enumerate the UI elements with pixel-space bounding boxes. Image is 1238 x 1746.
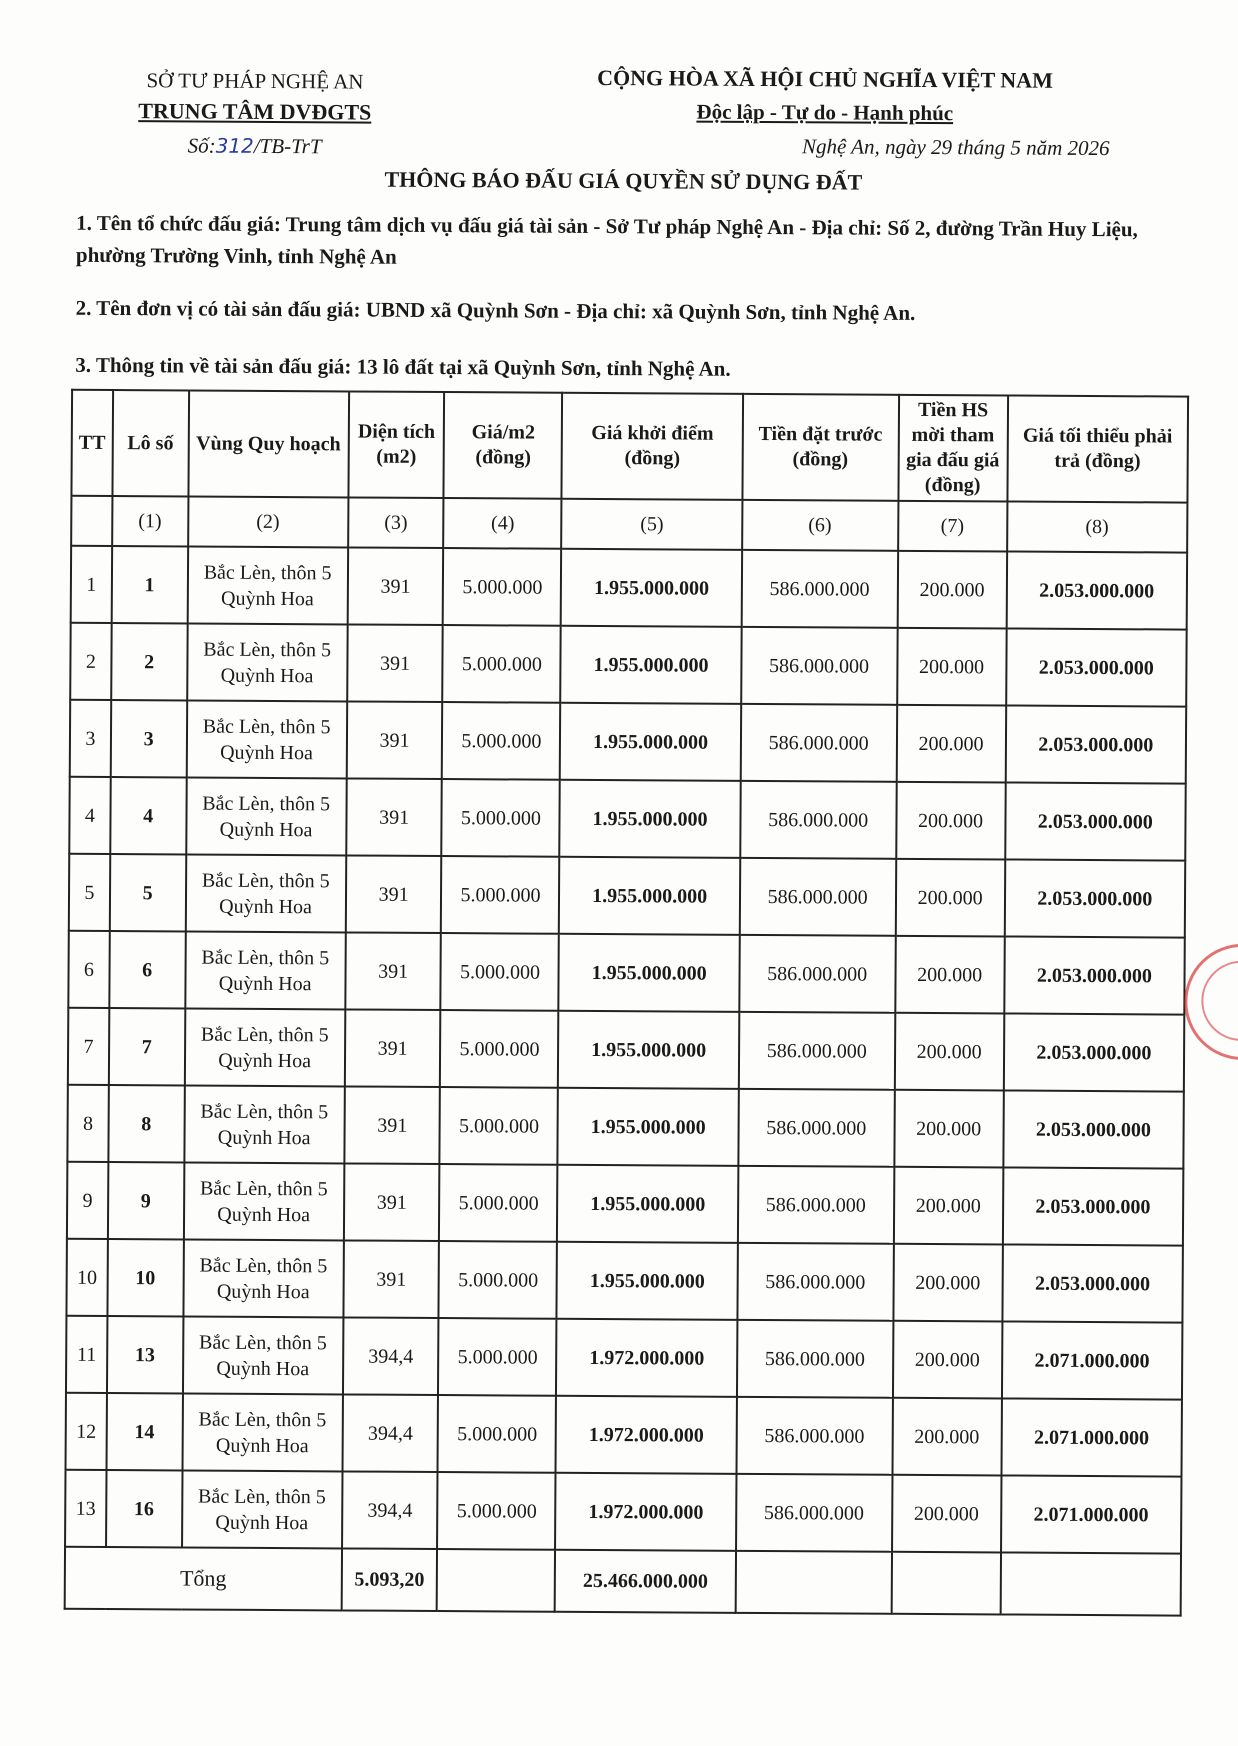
- cell-lot-number: 9: [108, 1162, 184, 1239]
- cell-planning-zone: Bắc Lèn, thôn 5 Quỳnh Hoa: [183, 1162, 344, 1240]
- document-title: THÔNG BÁO ĐẤU GIÁ QUYỀN SỬ DỤNG ĐẤT: [384, 166, 863, 195]
- cell-tt: 2: [70, 623, 111, 700]
- cell-price-per-m2: 5.000.000: [441, 933, 559, 1011]
- cell-price-per-m2: 5.000.000: [440, 1087, 558, 1165]
- document-number-prefix: Số:: [187, 133, 216, 158]
- cell-deposit: 586.000.000: [740, 858, 896, 936]
- cell-minimum-price: 2.053.000.000: [1006, 551, 1187, 629]
- column-number: (4): [444, 498, 562, 549]
- cell-lot-number: 8: [108, 1085, 184, 1162]
- cell-area: 391: [345, 932, 441, 1010]
- cell-planning-zone: Bắc Lèn, thôn 5 Quỳnh Hoa: [184, 1085, 345, 1163]
- cell-tt: 6: [68, 931, 109, 1008]
- table-row: [67, 1162, 1183, 1246]
- cell-price-per-m2: 5.000.000: [442, 779, 560, 857]
- cell-starting-price: 1.955.000.000: [557, 1242, 738, 1320]
- total-label: Tổng: [65, 1547, 342, 1611]
- cell-tt: 8: [67, 1085, 108, 1162]
- cell-dossier-fee: 200.000: [892, 1475, 1002, 1553]
- cell-tt: 11: [66, 1316, 107, 1393]
- cell-dossier-fee: 200.000: [895, 859, 1005, 937]
- cell-planning-zone: Bắc Lèn, thôn 5 Quỳnh Hoa: [183, 1239, 344, 1317]
- cell-price-per-m2: 5.000.000: [442, 702, 560, 780]
- cell-area: 394,4: [343, 1317, 439, 1395]
- column-number-empty: [71, 496, 112, 546]
- cell-dossier-fee: 200.000: [897, 551, 1007, 629]
- cell-tt: 7: [68, 1008, 109, 1085]
- cell-lot-number: 13: [107, 1316, 183, 1393]
- header-planning-zone: Vùng Quy hoạch: [188, 390, 349, 497]
- cell-lot-number: 2: [111, 623, 187, 700]
- table-row: [68, 931, 1184, 1015]
- asset-owner-paragraph: 2. Tên đơn vị có tài sản đấu giá: UBND xã Quỳnh Sơn - Địa chỉ: xã Quỳnh Sơn, tỉnh Nghệ An.: [75, 295, 916, 325]
- cell-planning-zone: Bắc Lèn, thôn 5 Quỳnh Hoa: [184, 1008, 345, 1086]
- cell-deposit: 586.000.000: [741, 550, 897, 628]
- cell-minimum-price: 2.071.000.000: [1002, 1321, 1183, 1399]
- cell-starting-price: 1.955.000.000: [559, 934, 740, 1012]
- cell-dossier-fee: 200.000: [896, 782, 1006, 860]
- document-date: Nghệ An, ngày 29 tháng 5 năm 2026: [801, 134, 1110, 161]
- header-lot-number: Lô số: [112, 390, 188, 496]
- cell-lot-number: 7: [109, 1008, 185, 1085]
- cell-deposit: 586.000.000: [737, 1243, 893, 1321]
- cell-lot-number: 3: [111, 700, 187, 777]
- cell-deposit: 586.000.000: [740, 704, 896, 782]
- cell-starting-price: 1.955.000.000: [558, 1011, 739, 1089]
- table-row: [69, 777, 1185, 861]
- cell-starting-price: 1.955.000.000: [558, 1088, 739, 1166]
- cell-planning-zone: Bắc Lèn, thôn 5 Quỳnh Hoa: [187, 623, 348, 701]
- cell-planning-zone: Bắc Lèn, thôn 5 Quỳnh Hoa: [182, 1393, 343, 1471]
- cell-lot-number: 5: [110, 854, 186, 931]
- total-row: [65, 1547, 1181, 1616]
- total-area: 5.093,20: [341, 1548, 437, 1611]
- table-row: [69, 854, 1185, 938]
- table-row: [70, 623, 1186, 707]
- cell-planning-zone: Bắc Lèn, thôn 5 Quỳnh Hoa: [182, 1470, 343, 1548]
- cell-starting-price: 1.972.000.000: [556, 1396, 737, 1474]
- column-number-row: [71, 496, 1187, 553]
- table-row: [68, 1008, 1184, 1092]
- cell-deposit: 586.000.000: [738, 1166, 894, 1244]
- cell-minimum-price: 2.053.000.000: [1005, 782, 1186, 860]
- cell-starting-price: 1.955.000.000: [559, 857, 740, 935]
- cell-dossier-fee: 200.000: [893, 1321, 1003, 1399]
- parent-organization: SỞ TƯ PHÁP NGHỆ AN: [146, 68, 364, 94]
- table-row: [71, 546, 1187, 630]
- cell-tt: 4: [69, 777, 110, 854]
- cell-lot-number: 4: [110, 777, 186, 854]
- cell-area: 391: [344, 1086, 440, 1164]
- document-number-suffix: /TB-TrT: [253, 133, 322, 159]
- issuing-organization: TRUNG TÂM DVĐGTS: [138, 98, 372, 125]
- cell-lot-number: 6: [109, 931, 185, 1008]
- cell-deposit: 586.000.000: [738, 1089, 894, 1167]
- cell-minimum-price: 2.053.000.000: [1004, 859, 1185, 937]
- cell-area: 391: [347, 547, 443, 625]
- header-dossier-fee: Tiền HS mời tham gia đấu giá (đồng): [898, 395, 1008, 502]
- cell-dossier-fee: 200.000: [893, 1167, 1003, 1245]
- cell-planning-zone: Bắc Lèn, thôn 5 Quỳnh Hoa: [187, 546, 348, 624]
- nation-name: CỘNG HÒA XÃ HỘI CHỦ NGHĨA VIỆT NAM: [597, 64, 1053, 93]
- document-number-handwritten: 312: [215, 133, 254, 158]
- table-row: [66, 1393, 1182, 1477]
- column-number: (5): [562, 499, 743, 550]
- cell-tt: 13: [65, 1470, 106, 1547]
- cell-dossier-fee: 200.000: [896, 705, 1006, 783]
- cell-dossier-fee: 200.000: [895, 936, 1005, 1014]
- cell-minimum-price: 2.053.000.000: [1005, 705, 1186, 783]
- issuer-header: [104, 65, 405, 165]
- cell-tt: 12: [66, 1393, 107, 1470]
- cell-starting-price: 1.955.000.000: [561, 549, 742, 627]
- cell-minimum-price: 2.053.000.000: [1006, 628, 1187, 706]
- cell-starting-price: 1.955.000.000: [561, 626, 742, 704]
- table-row: [67, 1085, 1183, 1169]
- cell-deposit: 586.000.000: [740, 781, 896, 859]
- total-empty: [437, 1549, 555, 1612]
- cell-area: 394,4: [342, 1394, 438, 1472]
- cell-deposit: 586.000.000: [741, 627, 897, 705]
- table-header-row: [71, 390, 1188, 503]
- cell-planning-zone: Bắc Lèn, thôn 5 Quỳnh Hoa: [186, 700, 347, 778]
- total-empty: [1000, 1552, 1181, 1615]
- column-number: (3): [348, 497, 444, 548]
- cell-price-per-m2: 5.000.000: [443, 625, 561, 703]
- cell-dossier-fee: 200.000: [894, 1090, 1004, 1168]
- cell-tt: 5: [69, 854, 110, 931]
- total-empty: [891, 1552, 1000, 1615]
- cell-planning-zone: Bắc Lèn, thôn 5 Quỳnh Hoa: [182, 1316, 343, 1394]
- cell-planning-zone: Bắc Lèn, thôn 5 Quỳnh Hoa: [185, 854, 346, 932]
- cell-price-per-m2: 5.000.000: [441, 856, 559, 934]
- cell-price-per-m2: 5.000.000: [438, 1395, 556, 1473]
- cell-area: 391: [347, 701, 443, 779]
- column-number: (8): [1007, 501, 1188, 552]
- cell-dossier-fee: 200.000: [897, 628, 1007, 706]
- cell-lot-number: 10: [107, 1239, 183, 1316]
- cell-area: 391: [346, 778, 442, 856]
- document-number: [104, 127, 404, 165]
- cell-tt: 3: [70, 700, 111, 777]
- cell-price-per-m2: 5.000.000: [440, 1010, 558, 1088]
- cell-planning-zone: Bắc Lèn, thôn 5 Quỳnh Hoa: [185, 931, 346, 1009]
- cell-dossier-fee: 200.000: [894, 1013, 1004, 1091]
- cell-lot-number: 1: [112, 546, 188, 623]
- header-starting-price: Giá khởi điểm (đồng): [562, 393, 743, 500]
- cell-area: 391: [344, 1163, 440, 1241]
- cell-minimum-price: 2.053.000.000: [1002, 1244, 1183, 1322]
- cell-starting-price: 1.955.000.000: [557, 1165, 738, 1243]
- table-row: [66, 1316, 1182, 1400]
- cell-deposit: 586.000.000: [736, 1474, 892, 1552]
- column-number: (6): [742, 500, 898, 551]
- cell-area: 394,4: [342, 1471, 438, 1549]
- header-area: Diện tích (m2): [348, 391, 444, 498]
- cell-minimum-price: 2.053.000.000: [1003, 1013, 1184, 1091]
- cell-tt: 10: [66, 1239, 107, 1316]
- cell-area: 391: [345, 1009, 441, 1087]
- column-number: (2): [188, 496, 349, 547]
- header-deposit: Tiền đặt trước (đồng): [742, 394, 898, 501]
- cell-minimum-price: 2.071.000.000: [1001, 1475, 1182, 1553]
- cell-area: 391: [347, 624, 443, 702]
- national-header: [525, 62, 1126, 166]
- cell-area: 391: [343, 1240, 439, 1318]
- national-motto: Độc lập - Tự do - Hạnh phúc: [696, 99, 954, 126]
- cell-price-per-m2: 5.000.000: [439, 1241, 557, 1319]
- cell-starting-price: 1.955.000.000: [560, 780, 741, 858]
- cell-starting-price: 1.972.000.000: [556, 1319, 737, 1397]
- cell-deposit: 586.000.000: [739, 1012, 895, 1090]
- header-minimum-price: Giá tối thiểu phải trả (đồng): [1007, 395, 1188, 502]
- total-starting-price: 25.466.000.000: [555, 1550, 736, 1613]
- asset-info-paragraph: 3. Thông tin về tài sản đấu giá: 13 lô đất tại xã Quỳnh Sơn, tỉnh Nghệ An.: [75, 352, 731, 381]
- table-row: [70, 700, 1186, 784]
- cell-starting-price: 1.955.000.000: [560, 703, 741, 781]
- header-tt: TT: [71, 390, 112, 496]
- cell-price-per-m2: 5.000.000: [443, 548, 561, 626]
- cell-tt: 9: [67, 1162, 108, 1239]
- column-number: (1): [112, 496, 188, 546]
- cell-price-per-m2: 5.000.000: [438, 1318, 556, 1396]
- column-number: (7): [898, 501, 1007, 552]
- cell-tt: 1: [71, 546, 112, 623]
- table-row: [66, 1239, 1182, 1323]
- cell-starting-price: 1.972.000.000: [555, 1473, 736, 1551]
- cell-dossier-fee: 200.000: [893, 1244, 1003, 1322]
- auction-organization-paragraph: 1. Tên tổ chức đấu giá: Trung tâm dịch vụ đấu giá tài sản - Sở Tư pháp Nghệ An - Địa chỉ: Số 2, đường Trần Huy Liệu, phường Trường Vinh, tỉnh Nghệ An: [75, 210, 1138, 269]
- cell-minimum-price: 2.053.000.000: [1003, 1167, 1184, 1245]
- land-lots-table: [64, 389, 1189, 1617]
- cell-price-per-m2: 5.000.000: [439, 1164, 557, 1242]
- total-empty: [735, 1551, 891, 1614]
- cell-lot-number: 16: [106, 1470, 182, 1547]
- cell-deposit: 586.000.000: [736, 1397, 892, 1475]
- cell-planning-zone: Bắc Lèn, thôn 5 Quỳnh Hoa: [186, 777, 347, 855]
- red-seal-stamp-icon: [1184, 944, 1238, 1061]
- table-row: [65, 1470, 1181, 1554]
- cell-lot-number: 14: [106, 1393, 182, 1470]
- cell-deposit: 586.000.000: [737, 1320, 893, 1398]
- cell-price-per-m2: 5.000.000: [438, 1472, 556, 1550]
- cell-minimum-price: 2.053.000.000: [1004, 936, 1185, 1014]
- cell-minimum-price: 2.071.000.000: [1001, 1398, 1182, 1476]
- cell-dossier-fee: 200.000: [892, 1398, 1002, 1476]
- cell-area: 391: [346, 855, 442, 933]
- cell-deposit: 586.000.000: [739, 935, 895, 1013]
- header-price-per-m2: Giá/m2 (đồng): [444, 392, 563, 499]
- cell-minimum-price: 2.053.000.000: [1003, 1090, 1184, 1168]
